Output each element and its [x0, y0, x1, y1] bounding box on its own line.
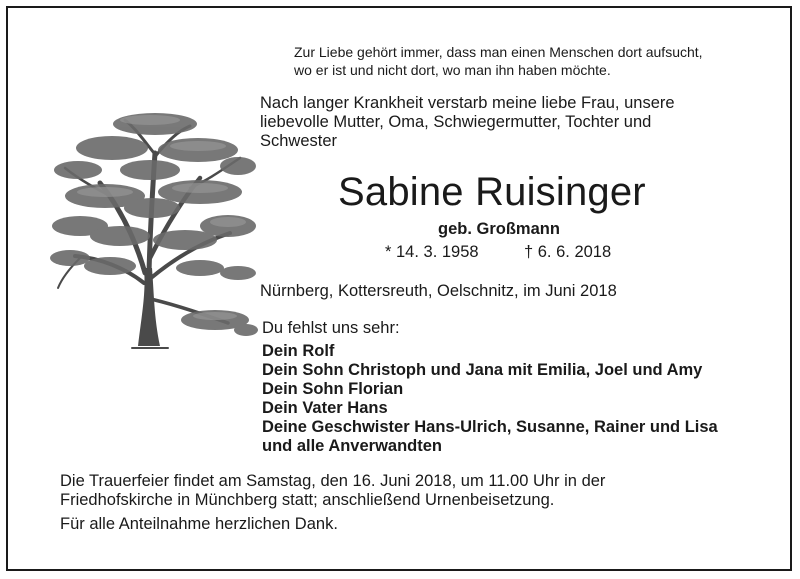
intro-line-2: liebevolle Mutter, Oma, Schwiegermutter, Tochter und — [260, 113, 652, 131]
death-date: † 6. 6. 2018 — [524, 243, 612, 261]
mourner-line: Dein Sohn Christoph und Jana mit Emilia, Joel und Amy — [262, 361, 703, 379]
motto-line-1: Zur Liebe gehört immer, dass man einen Menschen dort aufsucht, — [294, 44, 703, 60]
motto-line-2: wo er ist und nicht dort, wo man ihn haben möchte. — [294, 62, 611, 78]
mourner-line: Dein Rolf — [262, 342, 335, 360]
tree-icon — [50, 108, 258, 358]
mourner-line: Dein Sohn Florian — [262, 380, 404, 398]
mourner-line: und alle Anverwandten — [262, 437, 443, 455]
service-line-1: Die Trauerfeier findet am Samstag, den 16. Juni 2018, um 11.00 Uhr in der — [60, 472, 606, 490]
intro-line-3: Schwester — [260, 132, 338, 150]
intro-line-1: Nach langer Krankheit verstarb meine liebe Frau, unsere — [260, 94, 675, 112]
mourner-line: Dein Vater Hans — [262, 399, 388, 417]
service-line-2: Friedhofskirche in Münchberg statt; anschließend Urnenbeisetzung. — [60, 491, 555, 509]
birth-date: * 14. 3. 1958 — [385, 243, 479, 261]
deceased-name: Sabine Ruisinger — [338, 170, 646, 214]
place-date: Nürnberg, Kottersreuth, Oelschnitz, im Juni 2018 — [260, 282, 617, 300]
maiden-name: geb. Großmann — [438, 220, 560, 238]
mourner-line: Deine Geschwister Hans-Ulrich, Susanne, Rainer und Lisa — [262, 418, 718, 436]
thanks-line: Für alle Anteilnahme herzlichen Dank. — [60, 515, 338, 533]
farewell-line: Du fehlst uns sehr: — [262, 319, 400, 337]
